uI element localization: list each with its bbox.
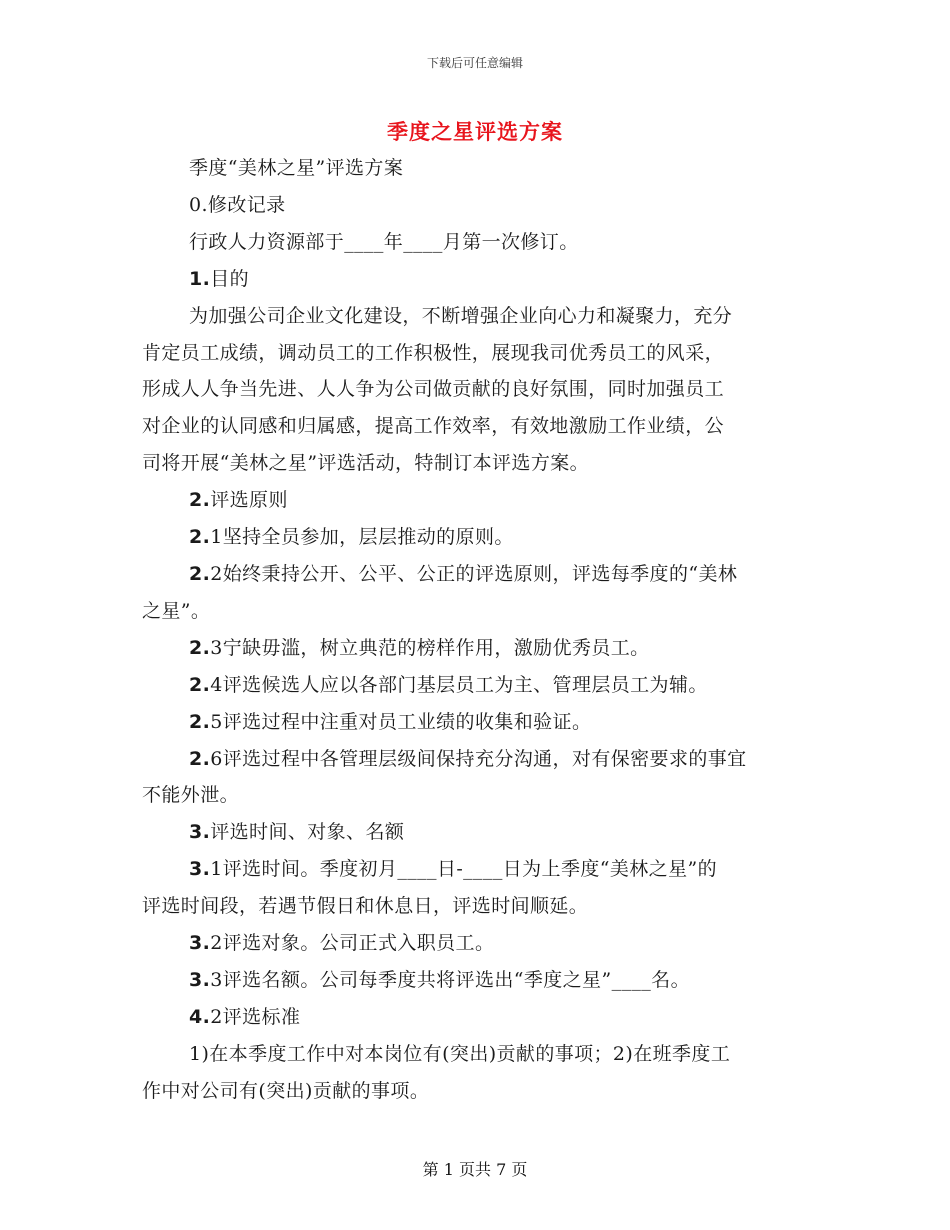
line-text: 2评选对象。公司正式入职员工。 [210,932,495,955]
line-text: 肯定员工成绩，调动员工的工作积极性，展现我司优秀员工的风采， [142,341,725,364]
text-line [142,704,812,741]
line-text: 2始终秉持公开、公平、公正的评选原则，评选每季度的“美林 [210,562,738,585]
text-line [142,519,812,556]
line-text: 4评选候选人应以各部门基层员工为主、管理层员工为辅。 [210,673,708,696]
line-text: 6评选过程中各管理层级间保持充分沟通，对有保密要求的事宜 [210,747,747,770]
line-text: 目的 [210,267,250,290]
section-number: 4. [189,1005,211,1028]
section-number: 2. [189,710,211,733]
line-text: 对企业的认同感和归属感，提高工作效率，有效地激励工作业绩，公 [142,415,725,438]
section-number: 3. [189,968,211,991]
line-text: 1)在本季度工作中对本岗位有(突出)贡献的事项；2)在班季度工 [189,1042,731,1065]
section-number: 2. [189,489,211,512]
section-number: 2. [189,562,211,585]
text-line [142,630,812,667]
section-number: 3. [189,821,211,844]
line-text: 0.修改记录 [189,193,286,216]
text-line [142,261,812,298]
text-line [142,445,812,482]
text-line [142,408,812,445]
line-text: 3评选名额。公司每季度共将评选出“季度之星”____名。 [210,968,690,991]
text-line [142,556,812,593]
text-line [142,593,812,630]
page-footer: 第 1 页共 7 页 [422,1160,528,1179]
text-line [142,851,812,888]
page-header: 下载后可任意编辑 [426,56,523,70]
text-line [142,962,812,999]
text-line [142,925,812,962]
text-line [142,224,812,261]
document-title: 季度之星评选方案 [387,119,563,144]
line-text: 行政人力资源部于____年____月第一次修订。 [189,230,579,253]
line-text: 评选原则 [210,489,288,512]
text-line [142,1036,812,1073]
line-text: 2评选标准 [210,1005,301,1028]
line-text: 5评选过程中注重对员工业绩的收集和验证。 [210,710,592,733]
line-text: 之星”。 [142,599,211,622]
section-number: 2. [189,636,211,659]
line-text: 不能外泄。 [142,784,240,807]
section-number: 2. [189,747,211,770]
text-line [142,187,812,224]
line-text: 1坚持全员参加，层层推动的原则。 [210,526,514,549]
text-line [142,150,812,187]
line-text: 3宁缺毋滥，树立典范的榜样作用，激励优秀员工。 [210,636,650,659]
text-line [142,335,812,372]
section-number: 3. [189,858,211,881]
text-line [142,814,812,851]
section-number: 1. [189,267,211,290]
line-text: 司将开展“美林之星”评选活动，特制订本评选方案。 [142,452,590,475]
line-text: 形成人人争当先进、人人争为公司做贡献的良好氛围，同时加强员工 [142,378,725,401]
section-number: 2. [189,526,211,549]
line-text: 评选时间、对象、名额 [210,821,405,844]
text-line [142,999,812,1036]
section-number: 3. [189,932,211,955]
text-line [142,888,812,925]
line-text: 评选时间段，若遇节假日和休息日，评选时间顺延。 [142,895,589,918]
text-line [142,777,812,814]
line-text: 季度“美林之星”评选方案 [189,157,404,179]
line-text: 1评选时间。季度初月____日-____日为上季度“美林之星”的 [210,858,717,881]
text-line [142,371,812,408]
line-text: 为加强公司企业文化建设，不断增强企业向心力和凝聚力，充分 [189,304,733,327]
section-number: 2. [189,673,211,696]
text-line [142,741,812,778]
text-line [142,482,812,519]
text-line [142,298,812,335]
text-line [142,1073,812,1110]
text-line [142,667,812,704]
document-body [142,150,812,1110]
line-text: 作中对公司有(突出)贡献的事项。 [142,1079,430,1102]
